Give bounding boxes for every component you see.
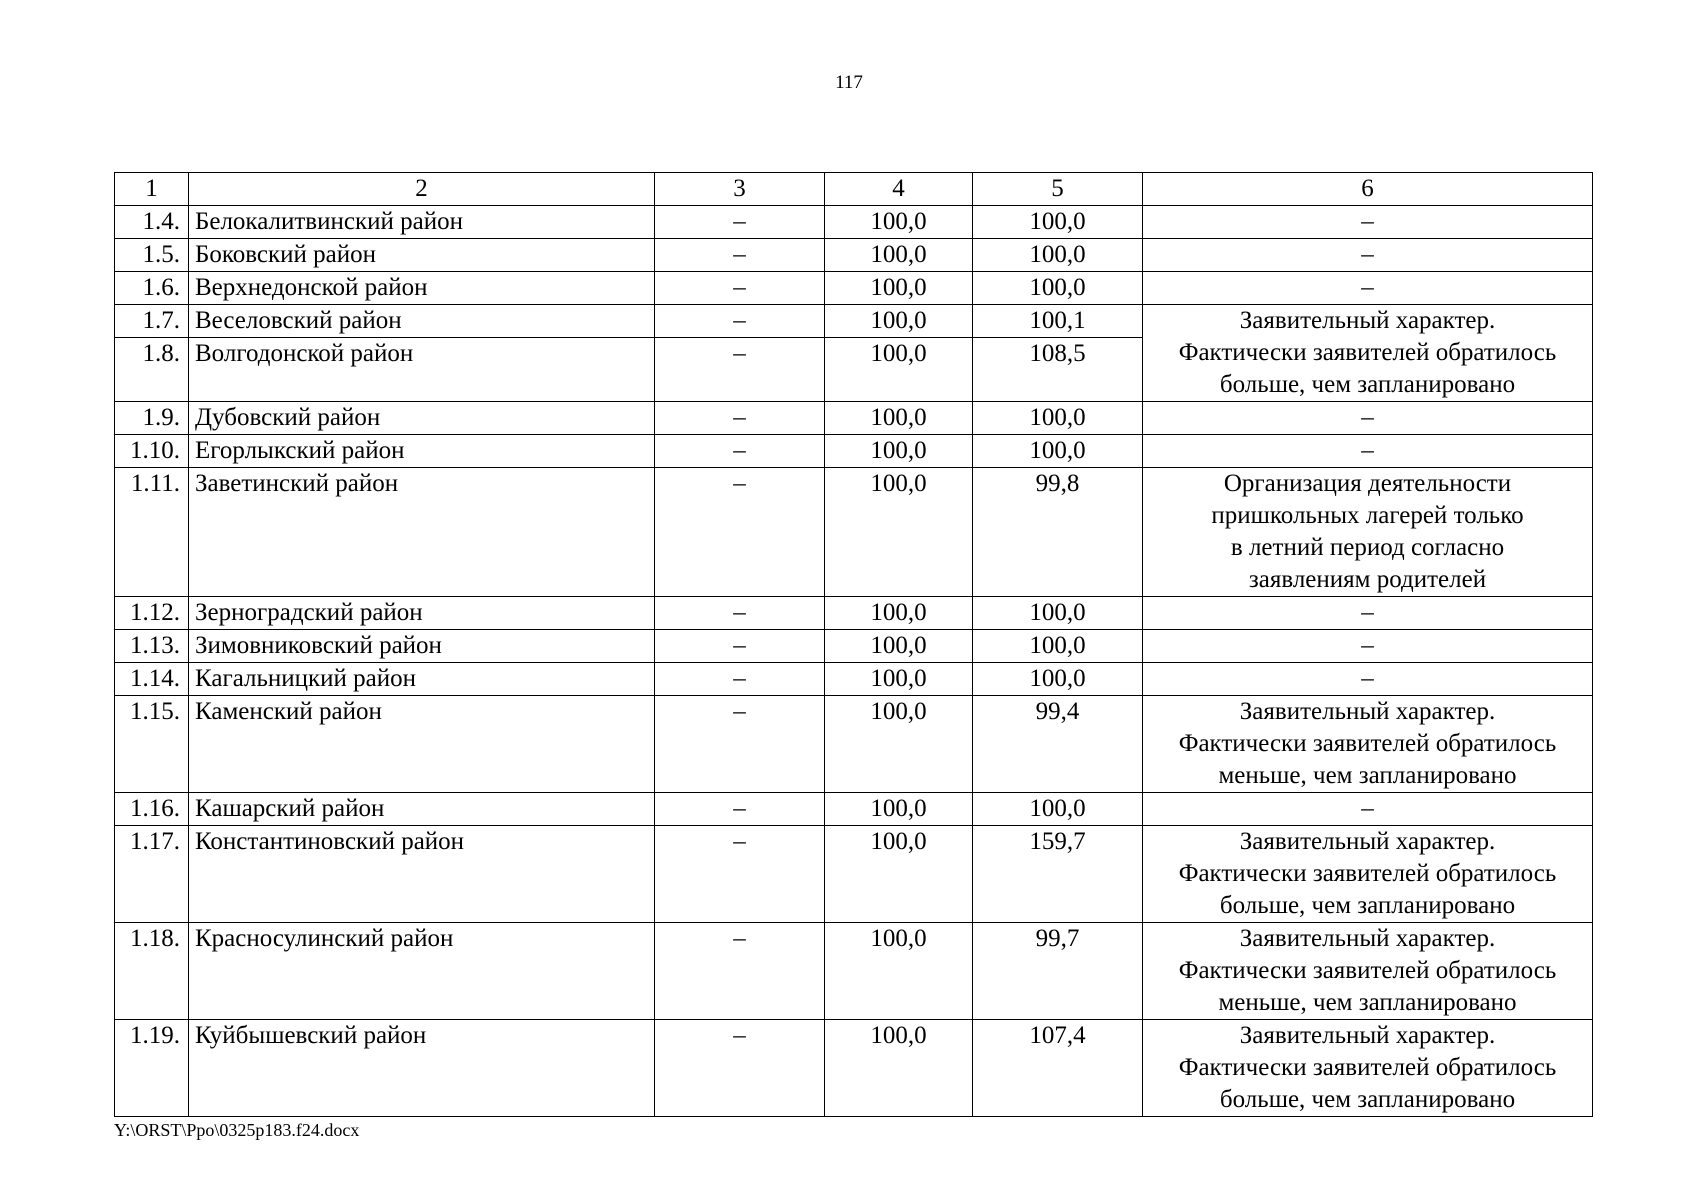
column-4-value: 100,0 xyxy=(825,468,973,597)
row-number: 1.4. xyxy=(115,206,189,239)
table-row xyxy=(115,468,1593,597)
table-row xyxy=(115,305,1593,338)
column-5-value: 99,8 xyxy=(973,468,1143,597)
column-4-value: 100,0 xyxy=(825,402,973,435)
column-5-value: 99,4 xyxy=(973,696,1143,793)
table-row xyxy=(115,1020,1593,1117)
note-line: Фактически заявителей обратилось xyxy=(1178,957,1557,984)
note-cell xyxy=(1143,923,1593,1020)
note-line: – xyxy=(1361,795,1374,822)
note-line: Фактически заявителей обратилось xyxy=(1178,1054,1557,1081)
column-3-value: – xyxy=(655,1020,825,1117)
note-line: меньше, чем запланировано xyxy=(1218,989,1517,1016)
row-number: 1.18. xyxy=(115,923,189,1020)
note-cell xyxy=(1143,630,1593,663)
note-line: больше, чем запланировано xyxy=(1219,371,1516,398)
note-line: Заявительный характер. xyxy=(1239,828,1496,855)
table-row xyxy=(115,826,1593,923)
district-name: Заветинский район xyxy=(189,468,655,597)
row-number: 1.17. xyxy=(115,826,189,923)
column-3-value: – xyxy=(655,468,825,597)
table-row xyxy=(115,206,1593,239)
note-cell xyxy=(1143,696,1593,793)
note-line: – xyxy=(1361,241,1374,268)
row-number: 1.15. xyxy=(115,696,189,793)
data-table xyxy=(114,172,1593,1117)
column-header: 2 xyxy=(189,173,655,206)
note-cell xyxy=(1143,305,1593,402)
district-name: Боковский район xyxy=(189,239,655,272)
district-name: Кашарский район xyxy=(189,793,655,826)
column-3-value: – xyxy=(655,923,825,1020)
note-cell xyxy=(1143,826,1593,923)
table-row xyxy=(115,793,1593,826)
table-row xyxy=(115,239,1593,272)
table-row xyxy=(115,630,1593,663)
note-cell xyxy=(1143,1020,1593,1117)
column-header: 1 xyxy=(115,173,189,206)
column-4-value: 100,0 xyxy=(825,630,973,663)
column-5-value: 159,7 xyxy=(973,826,1143,923)
table-row xyxy=(115,696,1593,793)
column-5-value: 100,0 xyxy=(973,206,1143,239)
table-row xyxy=(115,923,1593,1020)
row-number: 1.19. xyxy=(115,1020,189,1117)
column-3-value: – xyxy=(655,597,825,630)
row-number: 1.6. xyxy=(115,272,189,305)
column-4-value: 100,0 xyxy=(825,239,973,272)
note-cell xyxy=(1143,272,1593,305)
column-4-value: 100,0 xyxy=(825,923,973,1020)
column-4-value: 100,0 xyxy=(825,696,973,793)
table-row xyxy=(115,663,1593,696)
column-3-value: – xyxy=(655,435,825,468)
column-3-value: – xyxy=(655,338,825,402)
column-4-value: 100,0 xyxy=(825,793,973,826)
note-cell xyxy=(1143,468,1593,597)
district-name: Константиновский район xyxy=(189,826,655,923)
column-4-value: 100,0 xyxy=(825,826,973,923)
table-row xyxy=(115,435,1593,468)
row-number: 1.11. xyxy=(115,468,189,597)
column-3-value: – xyxy=(655,272,825,305)
column-5-value: 108,5 xyxy=(973,338,1143,402)
column-header: 4 xyxy=(825,173,973,206)
note-cell xyxy=(1143,793,1593,826)
note-line: – xyxy=(1361,274,1374,301)
note-line: Заявительный характер. xyxy=(1239,698,1496,725)
note-line: – xyxy=(1361,208,1374,235)
column-5-value: 100,1 xyxy=(973,305,1143,338)
note-cell xyxy=(1143,206,1593,239)
district-name: Веселовский район xyxy=(189,305,655,338)
note-line: – xyxy=(1361,437,1374,464)
column-5-value: 100,0 xyxy=(973,402,1143,435)
column-5-value: 100,0 xyxy=(973,272,1143,305)
column-5-value: 107,4 xyxy=(973,1020,1143,1117)
district-name: Егорлыкский район xyxy=(189,435,655,468)
note-line: Организация деятельности xyxy=(1223,470,1512,497)
table-row xyxy=(115,272,1593,305)
column-4-value: 100,0 xyxy=(825,272,973,305)
row-number: 1.13. xyxy=(115,630,189,663)
note-cell xyxy=(1143,597,1593,630)
note-line: пришкольных лагерей только xyxy=(1211,502,1524,529)
column-header: 6 xyxy=(1143,173,1593,206)
note-line: в летний период согласно xyxy=(1230,534,1505,561)
note-line: Заявительный характер. xyxy=(1239,307,1496,334)
column-3-value: – xyxy=(655,239,825,272)
note-line: Фактически заявителей обратилось xyxy=(1178,730,1557,757)
district-name: Кагальницкий район xyxy=(189,663,655,696)
row-number: 1.5. xyxy=(115,239,189,272)
column-4-value: 100,0 xyxy=(825,435,973,468)
note-cell xyxy=(1143,435,1593,468)
column-5-value: 100,0 xyxy=(973,663,1143,696)
table-row xyxy=(115,597,1593,630)
table-body xyxy=(115,206,1593,1117)
note-line: – xyxy=(1361,665,1374,692)
note-line: – xyxy=(1361,632,1374,659)
row-number: 1.16. xyxy=(115,793,189,826)
note-line: больше, чем запланировано xyxy=(1219,892,1516,919)
note-cell xyxy=(1143,402,1593,435)
column-5-value: 99,7 xyxy=(973,923,1143,1020)
column-4-value: 100,0 xyxy=(825,305,973,338)
table-header-row xyxy=(115,173,1593,206)
column-3-value: – xyxy=(655,305,825,338)
row-number: 1.8. xyxy=(115,338,189,402)
column-3-value: – xyxy=(655,663,825,696)
column-4-value: 100,0 xyxy=(825,1020,973,1117)
district-name: Волгодонской район xyxy=(189,338,655,402)
file-path-footer: Y:\ORST\Ppo\0325p183.f24.docx xyxy=(114,1120,360,1140)
district-name: Верхнедонской район xyxy=(189,272,655,305)
note-line: Фактически заявителей обратилось xyxy=(1178,860,1557,887)
row-number: 1.7. xyxy=(115,305,189,338)
row-number: 1.12. xyxy=(115,597,189,630)
row-number: 1.14. xyxy=(115,663,189,696)
note-line: заявлениям родителей xyxy=(1248,566,1487,593)
row-number: 1.10. xyxy=(115,435,189,468)
note-line: – xyxy=(1361,404,1374,431)
column-5-value: 100,0 xyxy=(973,630,1143,663)
column-4-value: 100,0 xyxy=(825,663,973,696)
column-5-value: 100,0 xyxy=(973,793,1143,826)
note-line: больше, чем запланировано xyxy=(1219,1086,1516,1113)
column-header: 5 xyxy=(973,173,1143,206)
column-5-value: 100,0 xyxy=(973,435,1143,468)
district-name: Каменский район xyxy=(189,696,655,793)
column-4-value: 100,0 xyxy=(825,206,973,239)
table-row xyxy=(115,402,1593,435)
column-3-value: – xyxy=(655,793,825,826)
column-3-value: – xyxy=(655,826,825,923)
column-3-value: – xyxy=(655,630,825,663)
note-line: Заявительный характер. xyxy=(1239,925,1496,952)
page-number: 117 xyxy=(835,72,863,93)
row-number: 1.9. xyxy=(115,402,189,435)
district-name: Красносулинский район xyxy=(189,923,655,1020)
district-name: Белокалитвинский район xyxy=(189,206,655,239)
column-5-value: 100,0 xyxy=(973,597,1143,630)
column-3-value: – xyxy=(655,402,825,435)
note-line: меньше, чем запланировано xyxy=(1218,762,1517,789)
district-name: Зимовниковский район xyxy=(189,630,655,663)
note-line: Фактически заявителей обратилось xyxy=(1178,339,1557,366)
note-cell xyxy=(1143,239,1593,272)
column-3-value: – xyxy=(655,206,825,239)
district-name: Дубовский район xyxy=(189,402,655,435)
column-header: 3 xyxy=(655,173,825,206)
column-4-value: 100,0 xyxy=(825,597,973,630)
column-4-value: 100,0 xyxy=(825,338,973,402)
note-cell xyxy=(1143,663,1593,696)
column-3-value: – xyxy=(655,696,825,793)
note-line: Заявительный характер. xyxy=(1239,1022,1496,1049)
column-5-value: 100,0 xyxy=(973,239,1143,272)
district-name: Куйбышевский район xyxy=(189,1020,655,1117)
district-name: Зерноградский район xyxy=(189,597,655,630)
note-line: – xyxy=(1361,599,1374,626)
